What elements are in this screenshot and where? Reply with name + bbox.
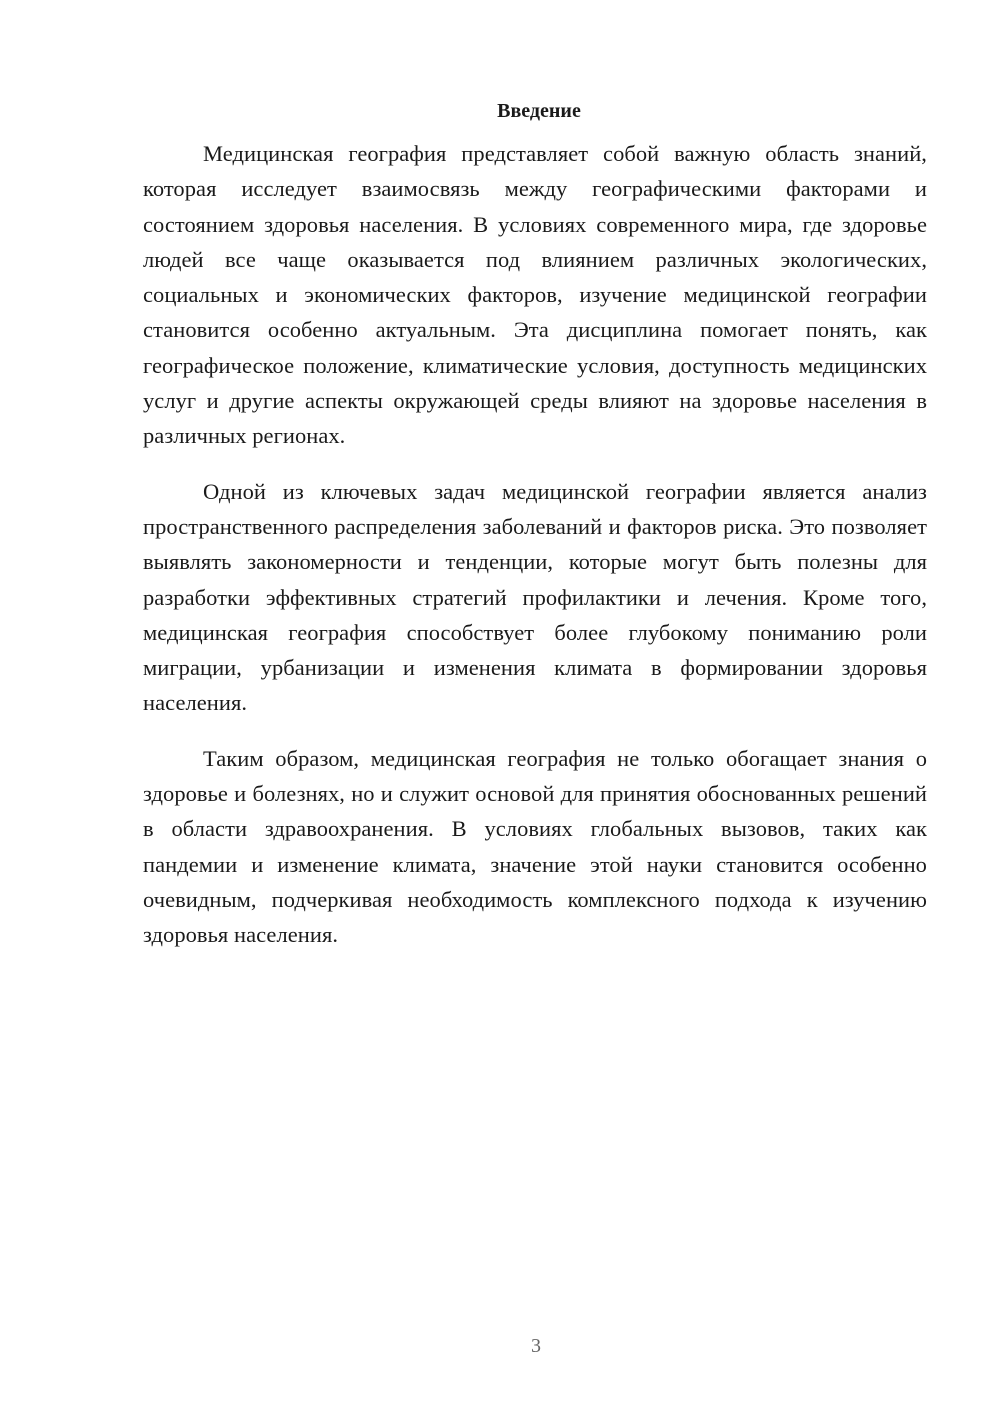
paragraph-1: Медицинская география представляет собой важную область знаний, которая исследует взаимосвязь между географическими факторами и состоянием здоровья населения. В условиях современного мира, где здоровье людей все чаще оказывается под влиянием различных экологических, социальных и экономических факторов, изучение медицинской географии становится особенно актуальным. Эта дисциплина помогает понять, как географическое положение, климатические условия, доступность медицинских услуг и другие аспекты окружающей среды влияют на здоровье населения в различных регионах. [143, 141, 927, 449]
paragraph-3: Таким образом, медицинская география не только обогащает знания о здоровье и болезнях, но и служит основой для принятия обоснованных решений в области здравоохранения. В условиях глобальных вызовов, таких как пандемии и изменение климата, значение этой науки становится особенно очевидным, подчеркивая необходимость комплексного подхода к изучению здоровья населения. [143, 745, 927, 948]
page-number: 3 [531, 1335, 541, 1357]
section-title: Введение [497, 100, 581, 122]
paragraph-2: Одной из ключевых задач медицинской географии является анализ пространственного распределения заболеваний и факторов риска. Это позволяет выявлять закономерности и тенденции, которые могут быть полезны для разработки эффективных стратегий профилактики и лечения. Кроме того, медицинская география способствует более глубокому пониманию роли миграции, урбанизации и изменения климата в формировании здоровья населения. [143, 478, 927, 716]
page-content [143, 94, 927, 973]
